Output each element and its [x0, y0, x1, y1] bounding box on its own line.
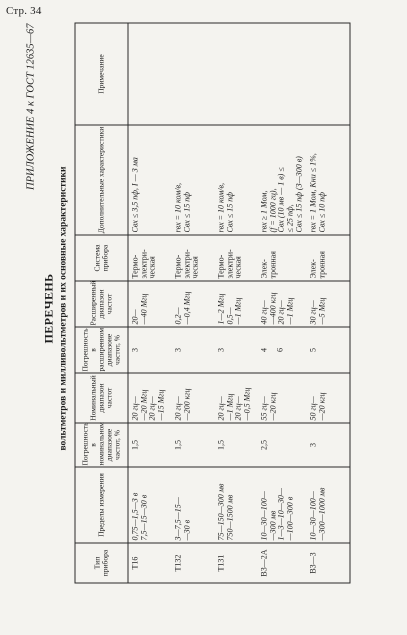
cell-error-extended: 5 — [307, 327, 351, 373]
table-row — [258, 23, 307, 583]
cell-extra: rвх = 10 ком/в, Cвх ≤ 15 пф — [172, 125, 215, 235]
page-number-label: Стр. 34 — [6, 5, 42, 17]
cell-ranges: 10—30—100— —300 мв 1—3—10—30— —100—300 в — [258, 467, 307, 543]
cell-note — [215, 23, 258, 125]
cell-freq-nominal: 20 гц— —200 кгц — [172, 373, 215, 423]
cell-extra: Cвх ≤ 3,5 пф, I — 3 ма — [128, 125, 172, 235]
cell-system: Термо- электри- ческая — [128, 235, 172, 281]
header-row — [75, 23, 128, 583]
cell-error-nominal: 3 — [307, 423, 351, 467]
cell-note — [258, 23, 307, 125]
header-error-extended: Погрешность в расширенном диапазоне частот, % — [75, 327, 128, 373]
voltmeter-table — [75, 23, 351, 584]
cell-ranges: 10—30—100— —300—1000 мв — [307, 467, 351, 543]
cell-system: Термо- электри- ческая — [172, 235, 215, 281]
cell-error-extended: 4 6 — [258, 327, 307, 373]
cell-type: В3—3 — [307, 543, 351, 583]
cell-type: Т131 — [215, 543, 258, 583]
cell-error-extended: 3 — [215, 327, 258, 373]
cell-freq-extended: 1—2 Мгц 0,5— —1 Мгц — [215, 281, 258, 327]
header-note: Примечание — [75, 23, 128, 125]
cell-extra: rвх = 10 ком/в, Cвх ≤ 15 пф — [215, 125, 258, 235]
cell-freq-nominal: 20 гц— —20 Мгц 20 гц— —15 Мгц — [128, 373, 172, 423]
cell-type: В3—2А — [258, 543, 307, 583]
cell-freq-extended: 40 гц— —400 кгц 20 гц— —1 Мгц — [258, 281, 307, 327]
table-row — [215, 23, 258, 583]
cell-freq-extended: 0,2— —0,4 Мгц — [172, 281, 215, 327]
cell-system: Термо- электри- ческая — [215, 235, 258, 281]
cell-note — [172, 23, 215, 125]
cell-ranges: 0,75—1,5—3 в 7,5—15—30 в — [128, 467, 172, 543]
cell-error-extended: 3 — [128, 327, 172, 373]
rotated-table-sheet — [23, 24, 388, 594]
cell-error-nominal: 1,5 — [128, 423, 172, 467]
header-system: Система прибора — [75, 235, 128, 281]
cell-freq-extended: 20— —40 Мгц — [128, 281, 172, 327]
cell-extra: rвх = 1 Мом, Kни ≤ 1%, Cвх ≤ 10 пф — [307, 125, 351, 235]
appendix-title: ПРИЛОЖЕНИЕ 4 к ГОСТ 12635—67 — [25, 23, 37, 190]
cell-freq-nominal: 55 гц— —20 кгц — [258, 373, 307, 423]
header-freq-nominal: Номинальный диапазон частот — [75, 373, 128, 423]
cell-ranges: 75—150—300 мв 750—1500 мв — [215, 467, 258, 543]
cell-error-extended: 3 — [172, 327, 215, 373]
cell-type: Т16 — [128, 543, 172, 583]
table-row — [172, 23, 215, 583]
table-row — [307, 23, 351, 583]
header-type: Тип прибора — [75, 543, 128, 583]
table-row — [128, 23, 172, 583]
header-error-nominal: Погрешность в номинальном диапазоне частот, % — [75, 423, 128, 467]
header-ranges: Пределы измерения — [75, 467, 128, 543]
header-freq-extended: Расширенный диапазон частот — [75, 281, 128, 327]
cell-ranges: 3—7,5—15— —30 в — [172, 467, 215, 543]
cell-freq-nominal: 20 гц— —1 Мгц 20 гц— —0,5 Мгц — [215, 373, 258, 423]
cell-extra: rвх ≥ 1 Мом, (f = 1000 гц), Cвх (10 мв — 1 в) ≤ ≤ 25 пф, Cвх ≤ 15 пф (3—300 в) — [258, 125, 307, 235]
cell-error-nominal: 1,5 — [172, 423, 215, 467]
cell-note — [128, 23, 172, 125]
cell-type: Т132 — [172, 543, 215, 583]
header-extra: Дополнительные характеристики — [75, 125, 128, 235]
table-title: ПЕРЕЧЕНЬ — [41, 273, 56, 344]
cell-system: Элек- тронная — [258, 235, 307, 281]
cell-error-nominal: 2,5 — [258, 423, 307, 467]
cell-error-nominal: 1,5 — [215, 423, 258, 467]
table-subtitle: вольтметров и милливольтметров и их основные характеристики — [58, 166, 69, 451]
cell-note — [307, 23, 351, 125]
cell-system: Элек- тронная — [307, 235, 351, 281]
cell-freq-nominal: 50 гц— —20 кгц — [307, 373, 351, 423]
cell-freq-extended: 30 гц— —5 Мгц — [307, 281, 351, 327]
